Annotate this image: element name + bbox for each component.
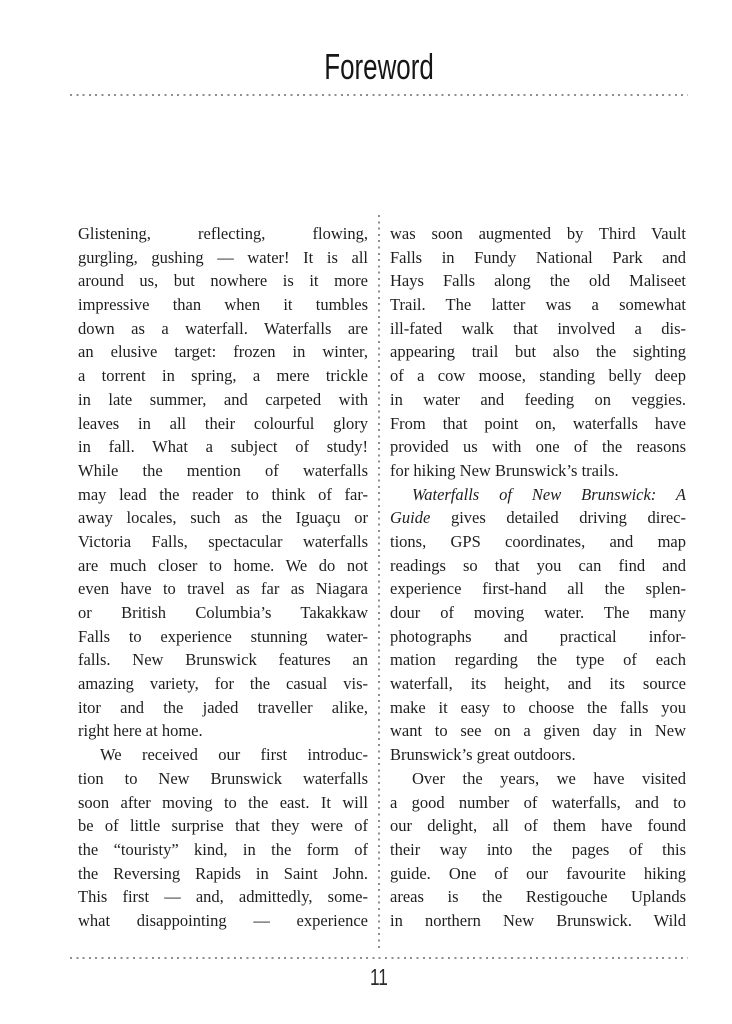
right-column [390, 222, 686, 933]
text-line: may lead the reader to think of far- [78, 484, 368, 504]
top-dotted-rule [70, 94, 688, 96]
text-line: gurgling, gushing — water! It is all [78, 247, 368, 267]
bottom-dotted-rule [70, 957, 688, 959]
text-line [390, 483, 686, 507]
text-line: We received our first introduc- [100, 745, 368, 765]
text-line: tion to New Brunswick waterfalls [78, 768, 368, 788]
text-line: mation regarding the type of each [390, 650, 686, 670]
text-line: areas is the Restigouche Uplands [390, 887, 686, 907]
text-line: photographs and practical infor- [390, 626, 686, 646]
text-line: make it easy to choose the falls you [390, 697, 686, 717]
text-line: of a cow moose, standing belly deep [390, 366, 686, 386]
text-line: or British Columbia’s Takakkaw [78, 603, 368, 622]
column-divider-dotted-line [378, 215, 380, 948]
text-line: Victoria Falls, spectacular waterfalls [78, 531, 368, 551]
text-line: While the mention of waterfalls [78, 460, 368, 480]
text-line: soon after moving to the east. It will [78, 792, 368, 812]
text-line: Glistening, reflecting, flowing, [78, 224, 368, 243]
text-line: guide. One of our favourite hiking [390, 863, 686, 883]
text-line: waterfall, its height, and its source [390, 674, 686, 694]
book-title-italic: Guide [390, 508, 431, 528]
text-line: tions, GPS coordinates, and map [390, 531, 686, 551]
text-line: Falls in Fundy National Park and [390, 247, 686, 267]
text-line: Falls to experience stunning water- [78, 626, 368, 646]
text-line: provided us with one of the reasons [390, 437, 686, 457]
text-line: appearing trail but also the sighting [390, 342, 686, 362]
text-line: falls. New Brunswick features an [78, 650, 368, 670]
text-line [390, 506, 686, 530]
text-line: Brunswick’s great outdoors. [390, 745, 576, 765]
text-line: around us, but nowhere is it more [78, 271, 368, 291]
chapter-title-wrap [70, 46, 688, 88]
text-line: in northern New Brunswick. Wild [390, 910, 686, 930]
text-line: ill-fated walk that involved a dis- [390, 318, 686, 338]
text-line: an elusive target: frozen in winter, [78, 342, 368, 362]
text-line: experience first-hand all the splen- [390, 579, 686, 599]
text-line: amazing variety, for the casual vis- [78, 674, 368, 694]
text-line: in fall. What a subject of study! [78, 437, 368, 457]
two-column-text [78, 222, 686, 933]
left-column [78, 222, 368, 933]
book-title-italic: Waterfalls of New Brunswick: A [412, 484, 686, 504]
text-segment: gives detailed driving direc- [430, 508, 686, 528]
column-divider-gap [368, 222, 390, 933]
text-line: their way into the pages of this [390, 839, 686, 859]
text-line: This first — and, admittedly, some- [78, 887, 368, 907]
text-line: From that point on, waterfalls have [390, 413, 686, 433]
text-line: are much closer to home. We do not [78, 555, 368, 575]
text-line: down as a waterfall. Waterfalls are [78, 318, 368, 338]
text-line: want to see on a given day in New [390, 721, 686, 741]
text-line: readings so that you can find and [390, 555, 686, 575]
text-line: be of little surprise that they were of [78, 816, 368, 836]
text-line: what disappointing — experience [78, 910, 368, 930]
text-line: for hiking New Brunswick’s trails. [390, 460, 619, 480]
text-line: away locales, such as the Iguaçu or [78, 508, 368, 528]
text-line: in late summer, and carpeted with [78, 389, 368, 409]
text-line: dour of moving water. The many [390, 603, 686, 622]
text-line: Over the years, we have visited [412, 768, 686, 788]
text-line: impressive than when it tumbles [78, 295, 368, 315]
text-line: the Reversing Rapids in Saint John. [78, 863, 368, 883]
text-line: a torrent in spring, a mere trickle [78, 366, 368, 386]
page-number: 11 [370, 964, 388, 990]
page-number-wrap [70, 964, 688, 991]
text-line: right here at home. [78, 721, 203, 741]
text-line: Trail. The latter was a somewhat [390, 295, 686, 315]
text-line: a good number of waterfalls, and to [390, 792, 686, 812]
text-line: the “touristy” kind, in the form of [78, 839, 368, 859]
text-line: even have to travel as far as Niagara [78, 579, 368, 599]
text-line: our delight, all of them have found [390, 816, 686, 836]
text-line: was soon augmented by Third Vault [390, 224, 686, 243]
text-line: leaves in all their colourful glory [78, 413, 368, 433]
text-line: Hays Falls along the old Maliseet [390, 271, 686, 291]
text-line: itor and the jaded traveller alike, [78, 697, 368, 717]
page-title: Foreword [324, 46, 434, 87]
text-line: in water and feeding on veggies. [390, 389, 686, 409]
